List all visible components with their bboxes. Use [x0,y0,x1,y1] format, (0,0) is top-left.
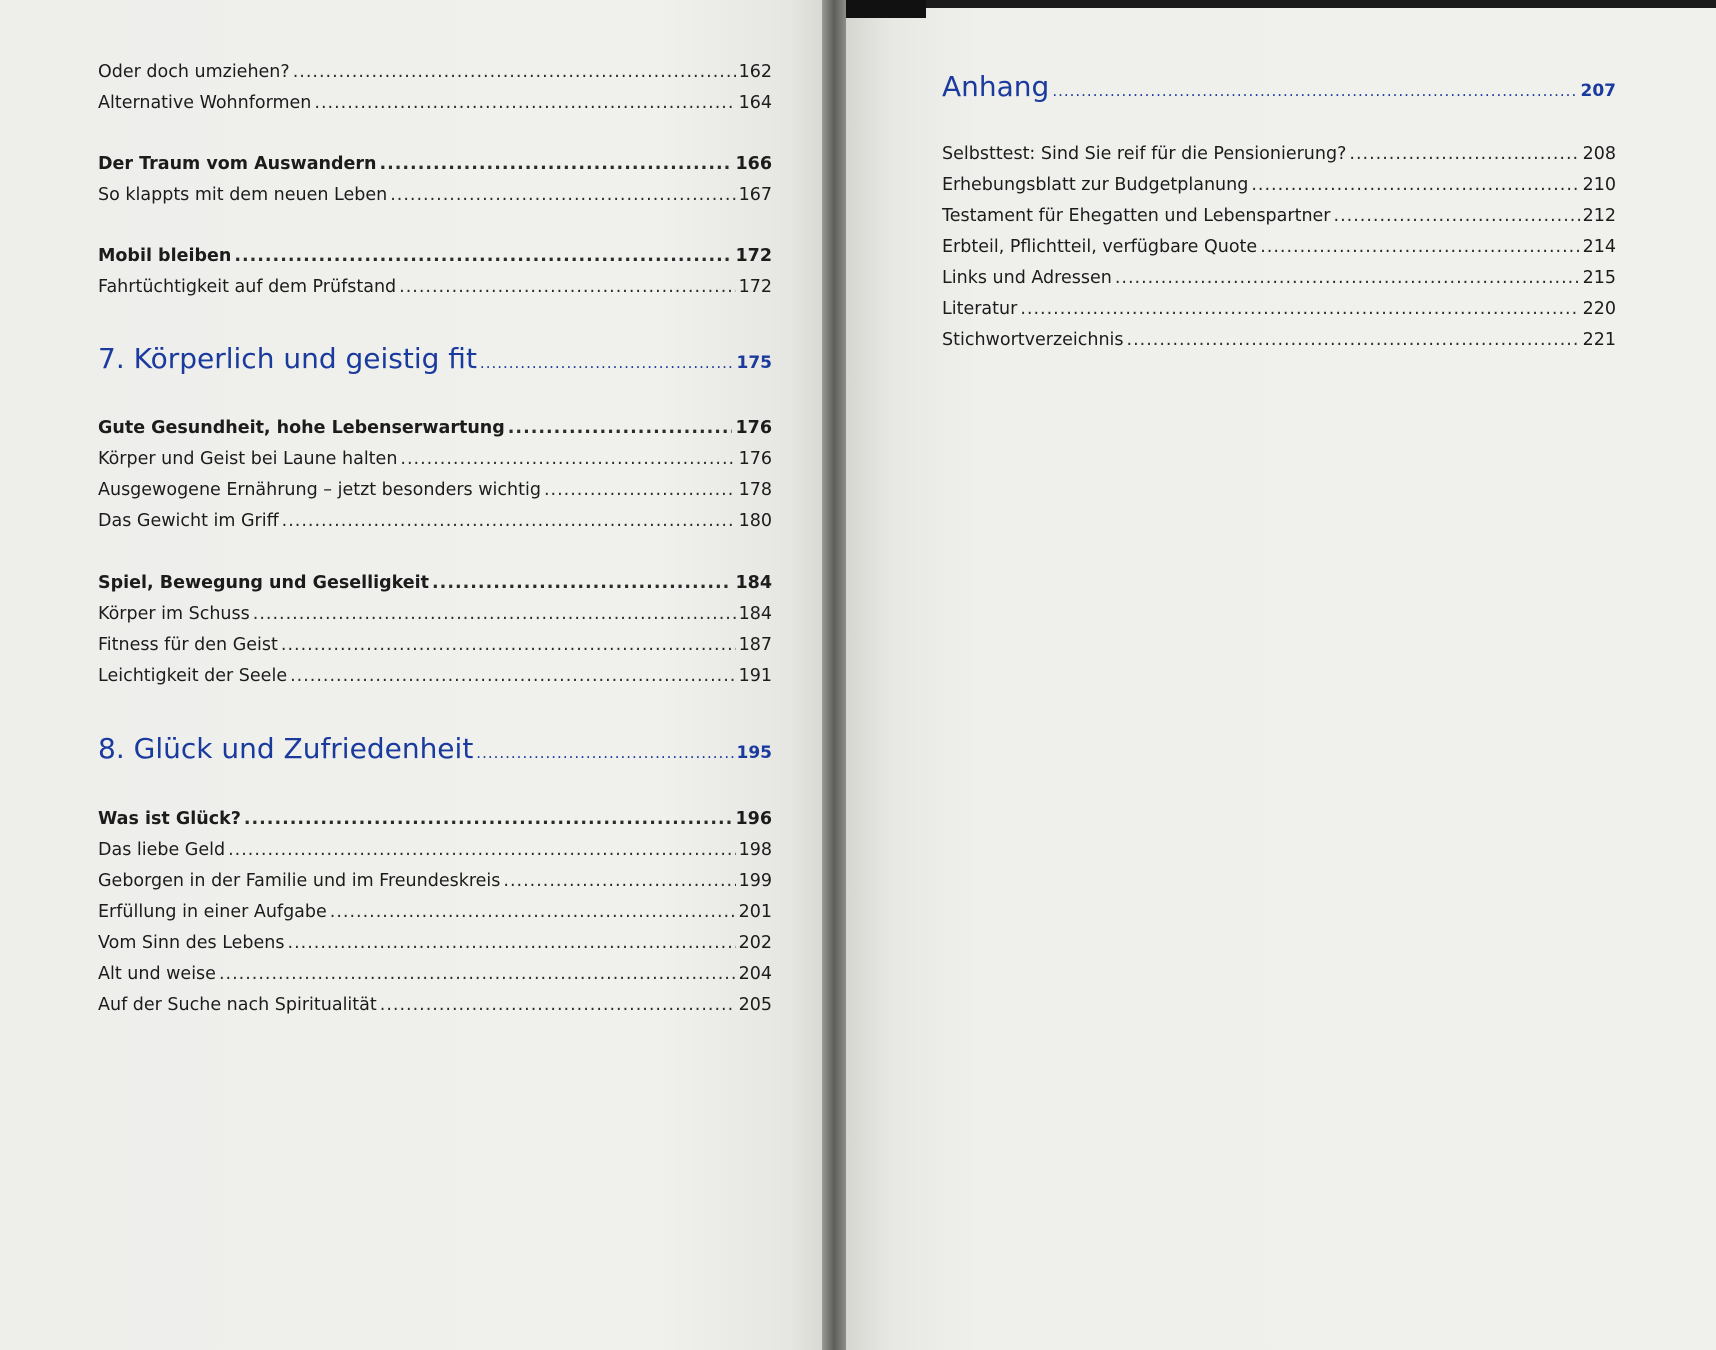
toc-entry[interactable]: So klappts mit dem neuen Leben ..... 167 [98,185,772,216]
toc-section-entry[interactable]: Gute Gesundheit, hohe Lebenserwartung ..... 176 [98,418,772,449]
toc-entry[interactable]: Das Gewicht im Griff ..... 180 [98,511,772,542]
toc-entry[interactable]: Alt und weise ..... 204 [98,964,772,995]
toc-entry[interactable]: Ausgewogene Ernährung – jetzt besonders wichtig ..... 178 [98,480,772,511]
toc-entry[interactable]: Testament für Ehegatten und Lebenspartner ..... 212 [942,206,1616,237]
toc-entry[interactable]: Literatur ..... 220 [942,299,1616,330]
book-spine [822,0,846,1350]
toc-entry[interactable]: Geborgen in der Familie und im Freundeskreis ..... 199 [98,871,772,902]
toc-chapter-heading[interactable]: 8. Glück und Zufriedenheit ..... 195 [98,732,772,780]
toc-section-entry[interactable]: Mobil bleiben ..... 172 [98,246,772,277]
toc-entry[interactable]: Körper und Geist bei Laune halten ..... 176 [98,449,772,480]
toc-entry[interactable]: Erhebungsblatt zur Budgetplanung ..... 210 [942,175,1616,206]
toc-entry[interactable]: Oder doch umziehen? ..... 162 [98,62,772,93]
toc-entry[interactable]: Körper im Schuss ..... 184 [98,604,772,635]
toc-entry[interactable]: Fahrtüchtigkeit auf dem Prüfstand ..... 172 [98,277,772,308]
toc-entry[interactable]: Links und Adressen ..... 215 [942,268,1616,299]
toc-section-entry[interactable]: Was ist Glück? ..... 196 [98,809,772,840]
toc-entry[interactable]: Fitness für den Geist ..... 187 [98,635,772,666]
toc-right [942,70,1616,361]
toc-entry[interactable]: Erfüllung in einer Aufgabe ..... 201 [98,902,772,933]
toc-left [98,62,772,1026]
toc-chapter-heading[interactable]: Anhang ..... 207 [942,70,1616,118]
page-top-corner [846,0,926,18]
toc-section-entry[interactable]: Spiel, Bewegung und Geselligkeit ..... 184 [98,573,772,604]
toc-entry[interactable]: Erbteil, Pflichtteil, verfügbare Quote ..... 214 [942,237,1616,268]
toc-entry[interactable]: Leichtigkeit der Seele ..... 191 [98,666,772,697]
toc-entry[interactable]: Vom Sinn des Lebens ..... 202 [98,933,772,964]
toc-entry[interactable]: Das liebe Geld ..... 198 [98,840,772,871]
toc-entry[interactable]: Stichwortverzeichnis ..... 221 [942,330,1616,361]
toc-entry[interactable]: Auf der Suche nach Spiritualität ..... 205 [98,995,772,1026]
toc-entry[interactable]: Alternative Wohnformen ..... 164 [98,93,772,124]
toc-entry[interactable]: Selbsttest: Sind Sie reif für die Pensionierung? ..... 208 [942,144,1616,175]
toc-section-entry[interactable]: Der Traum vom Auswandern ..... 166 [98,154,772,185]
page-top-edge [846,0,1716,8]
toc-chapter-heading[interactable]: 7. Körperlich und geistig fit ..... 175 [98,342,772,390]
